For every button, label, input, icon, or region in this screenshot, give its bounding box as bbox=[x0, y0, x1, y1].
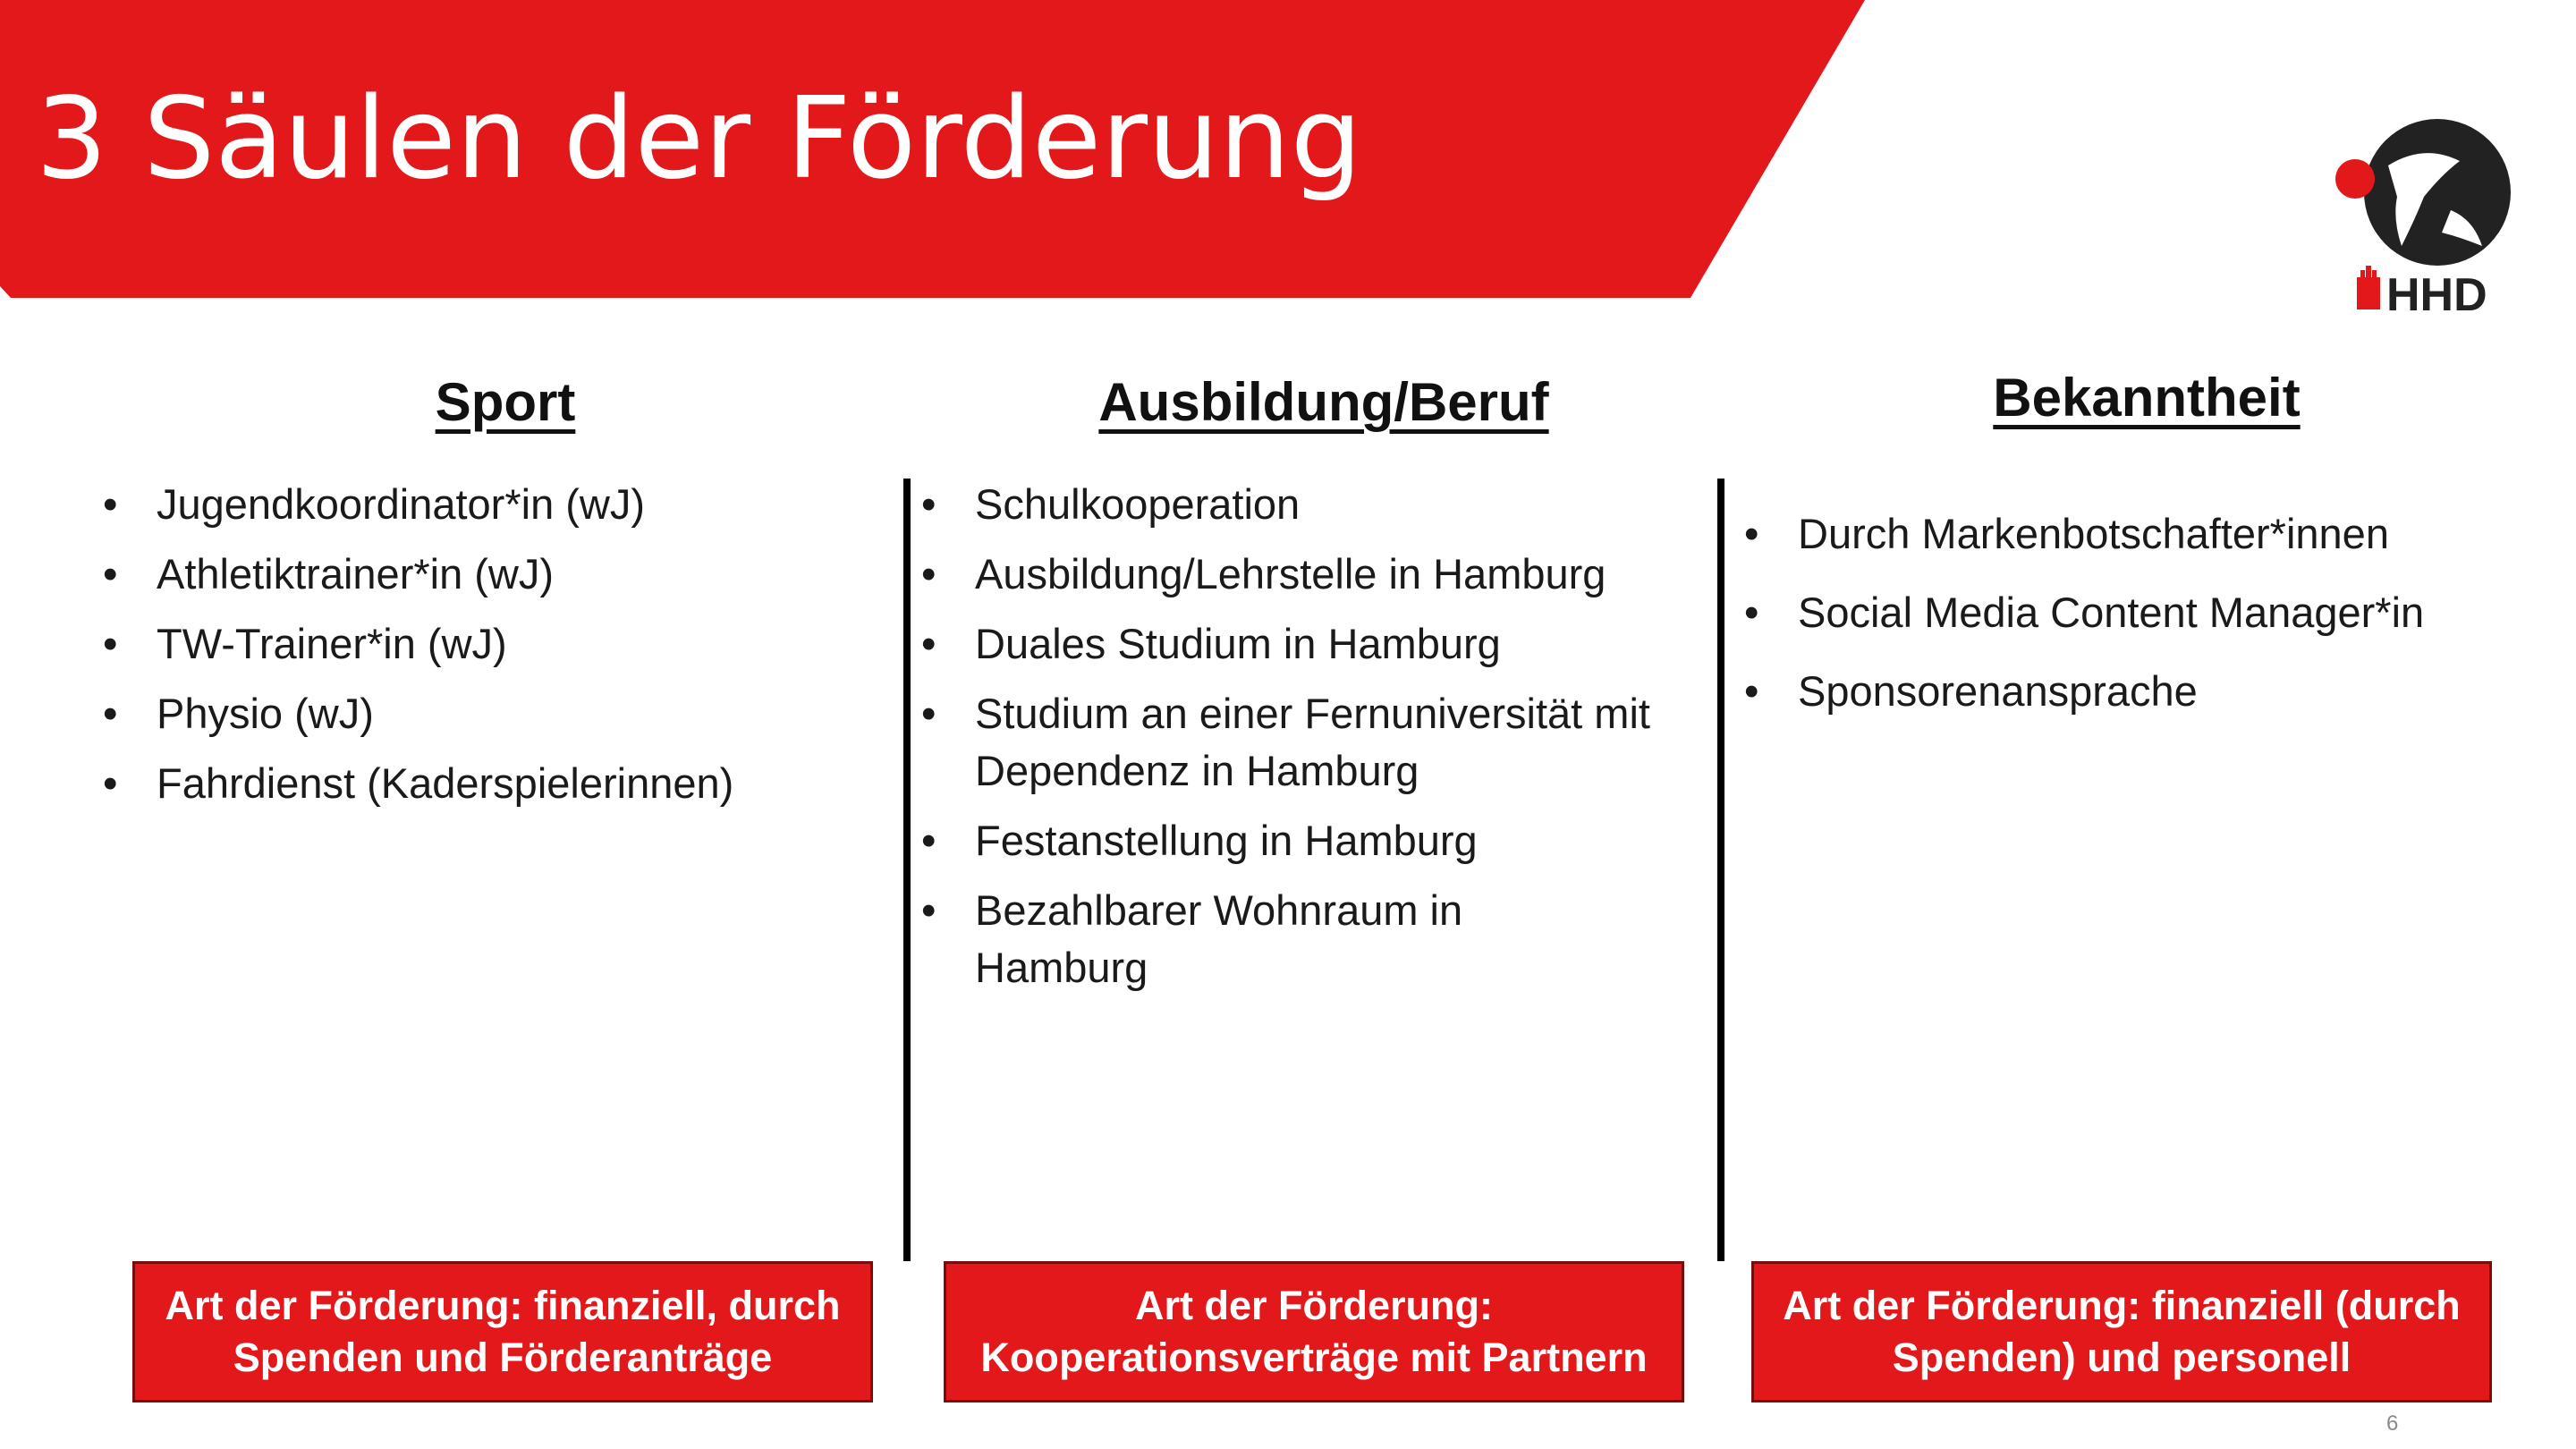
bullet-icon: • bbox=[921, 817, 936, 864]
column-title-bekanntheit: Bekanntheit bbox=[1993, 368, 2301, 428]
column-ausbildung bbox=[921, 367, 1726, 1009]
list-item: • Fahrdienst (Kaderspielerinnen) bbox=[103, 755, 908, 812]
slide-title: 3 Säulen der Förderung bbox=[36, 72, 1362, 204]
bullet-icon: • bbox=[921, 480, 936, 528]
funding-type-box-ausbildung: Art der Förderung: Kooperationsverträge mit Partnern bbox=[944, 1261, 1684, 1402]
bullet-icon: • bbox=[103, 690, 118, 737]
list-item: • Schulkooperation bbox=[921, 476, 1726, 533]
bullet-icon: • bbox=[1744, 667, 1759, 715]
funding-type-box-bekanntheit: Art der Förderung: finanziell (durch Spenden) und personell bbox=[1751, 1261, 2492, 1402]
bullet-icon: • bbox=[1744, 589, 1759, 636]
bekanntheit-list bbox=[1744, 505, 2567, 720]
bullet-icon: • bbox=[921, 690, 936, 737]
bullet-icon: • bbox=[103, 480, 118, 528]
column-title-sport: Sport bbox=[435, 372, 576, 432]
ausbildung-list bbox=[921, 476, 1726, 996]
list-item: • Bezahlbarer Wohnraum in Hamburg bbox=[921, 882, 1547, 996]
logo-lettering: HHD bbox=[2386, 269, 2487, 321]
page-number: 6 bbox=[2386, 1411, 2399, 1436]
bullet-icon: • bbox=[921, 550, 936, 597]
column-sport bbox=[103, 367, 908, 825]
list-item: • Social Media Content Manager*in bbox=[1744, 584, 2567, 641]
list-item: • Sponsorenansprache bbox=[1744, 663, 2567, 720]
hhd-logo bbox=[2326, 112, 2522, 326]
list-item: • Duales Studium in Hamburg bbox=[921, 615, 1726, 673]
bullet-icon: • bbox=[103, 759, 118, 807]
column-divider bbox=[903, 479, 911, 1261]
column-divider bbox=[1717, 479, 1724, 1261]
list-item: • Festanstellung in Hamburg bbox=[921, 812, 1726, 869]
list-item: • Durch Markenbotschafter*innen bbox=[1744, 505, 2567, 563]
list-item: • Ausbildung/Lehrstelle in Hamburg bbox=[921, 546, 1726, 603]
sport-list bbox=[103, 476, 908, 812]
funding-type-box-sport: Art der Förderung: finanziell, durch Spenden und Förderanträge bbox=[132, 1261, 873, 1402]
list-item: • Athletiktrainer*in (wJ) bbox=[103, 546, 908, 603]
list-item: • TW-Trainer*in (wJ) bbox=[103, 615, 908, 673]
column-bekanntheit bbox=[1744, 362, 2567, 733]
list-item: • Physio (wJ) bbox=[103, 685, 908, 742]
list-item: • Studium an einer Fernuniversität mit Dependenz in Hamburg bbox=[921, 685, 1699, 800]
bullet-icon: • bbox=[103, 620, 118, 667]
bullet-icon: • bbox=[103, 550, 118, 597]
column-title-ausbildung: Ausbildung/Beruf bbox=[1098, 372, 1549, 432]
list-item: • Jugendkoordinator*in (wJ) bbox=[103, 476, 908, 533]
bullet-icon: • bbox=[921, 620, 936, 667]
bullet-icon: • bbox=[1744, 510, 1759, 557]
bullet-icon: • bbox=[921, 886, 936, 934]
